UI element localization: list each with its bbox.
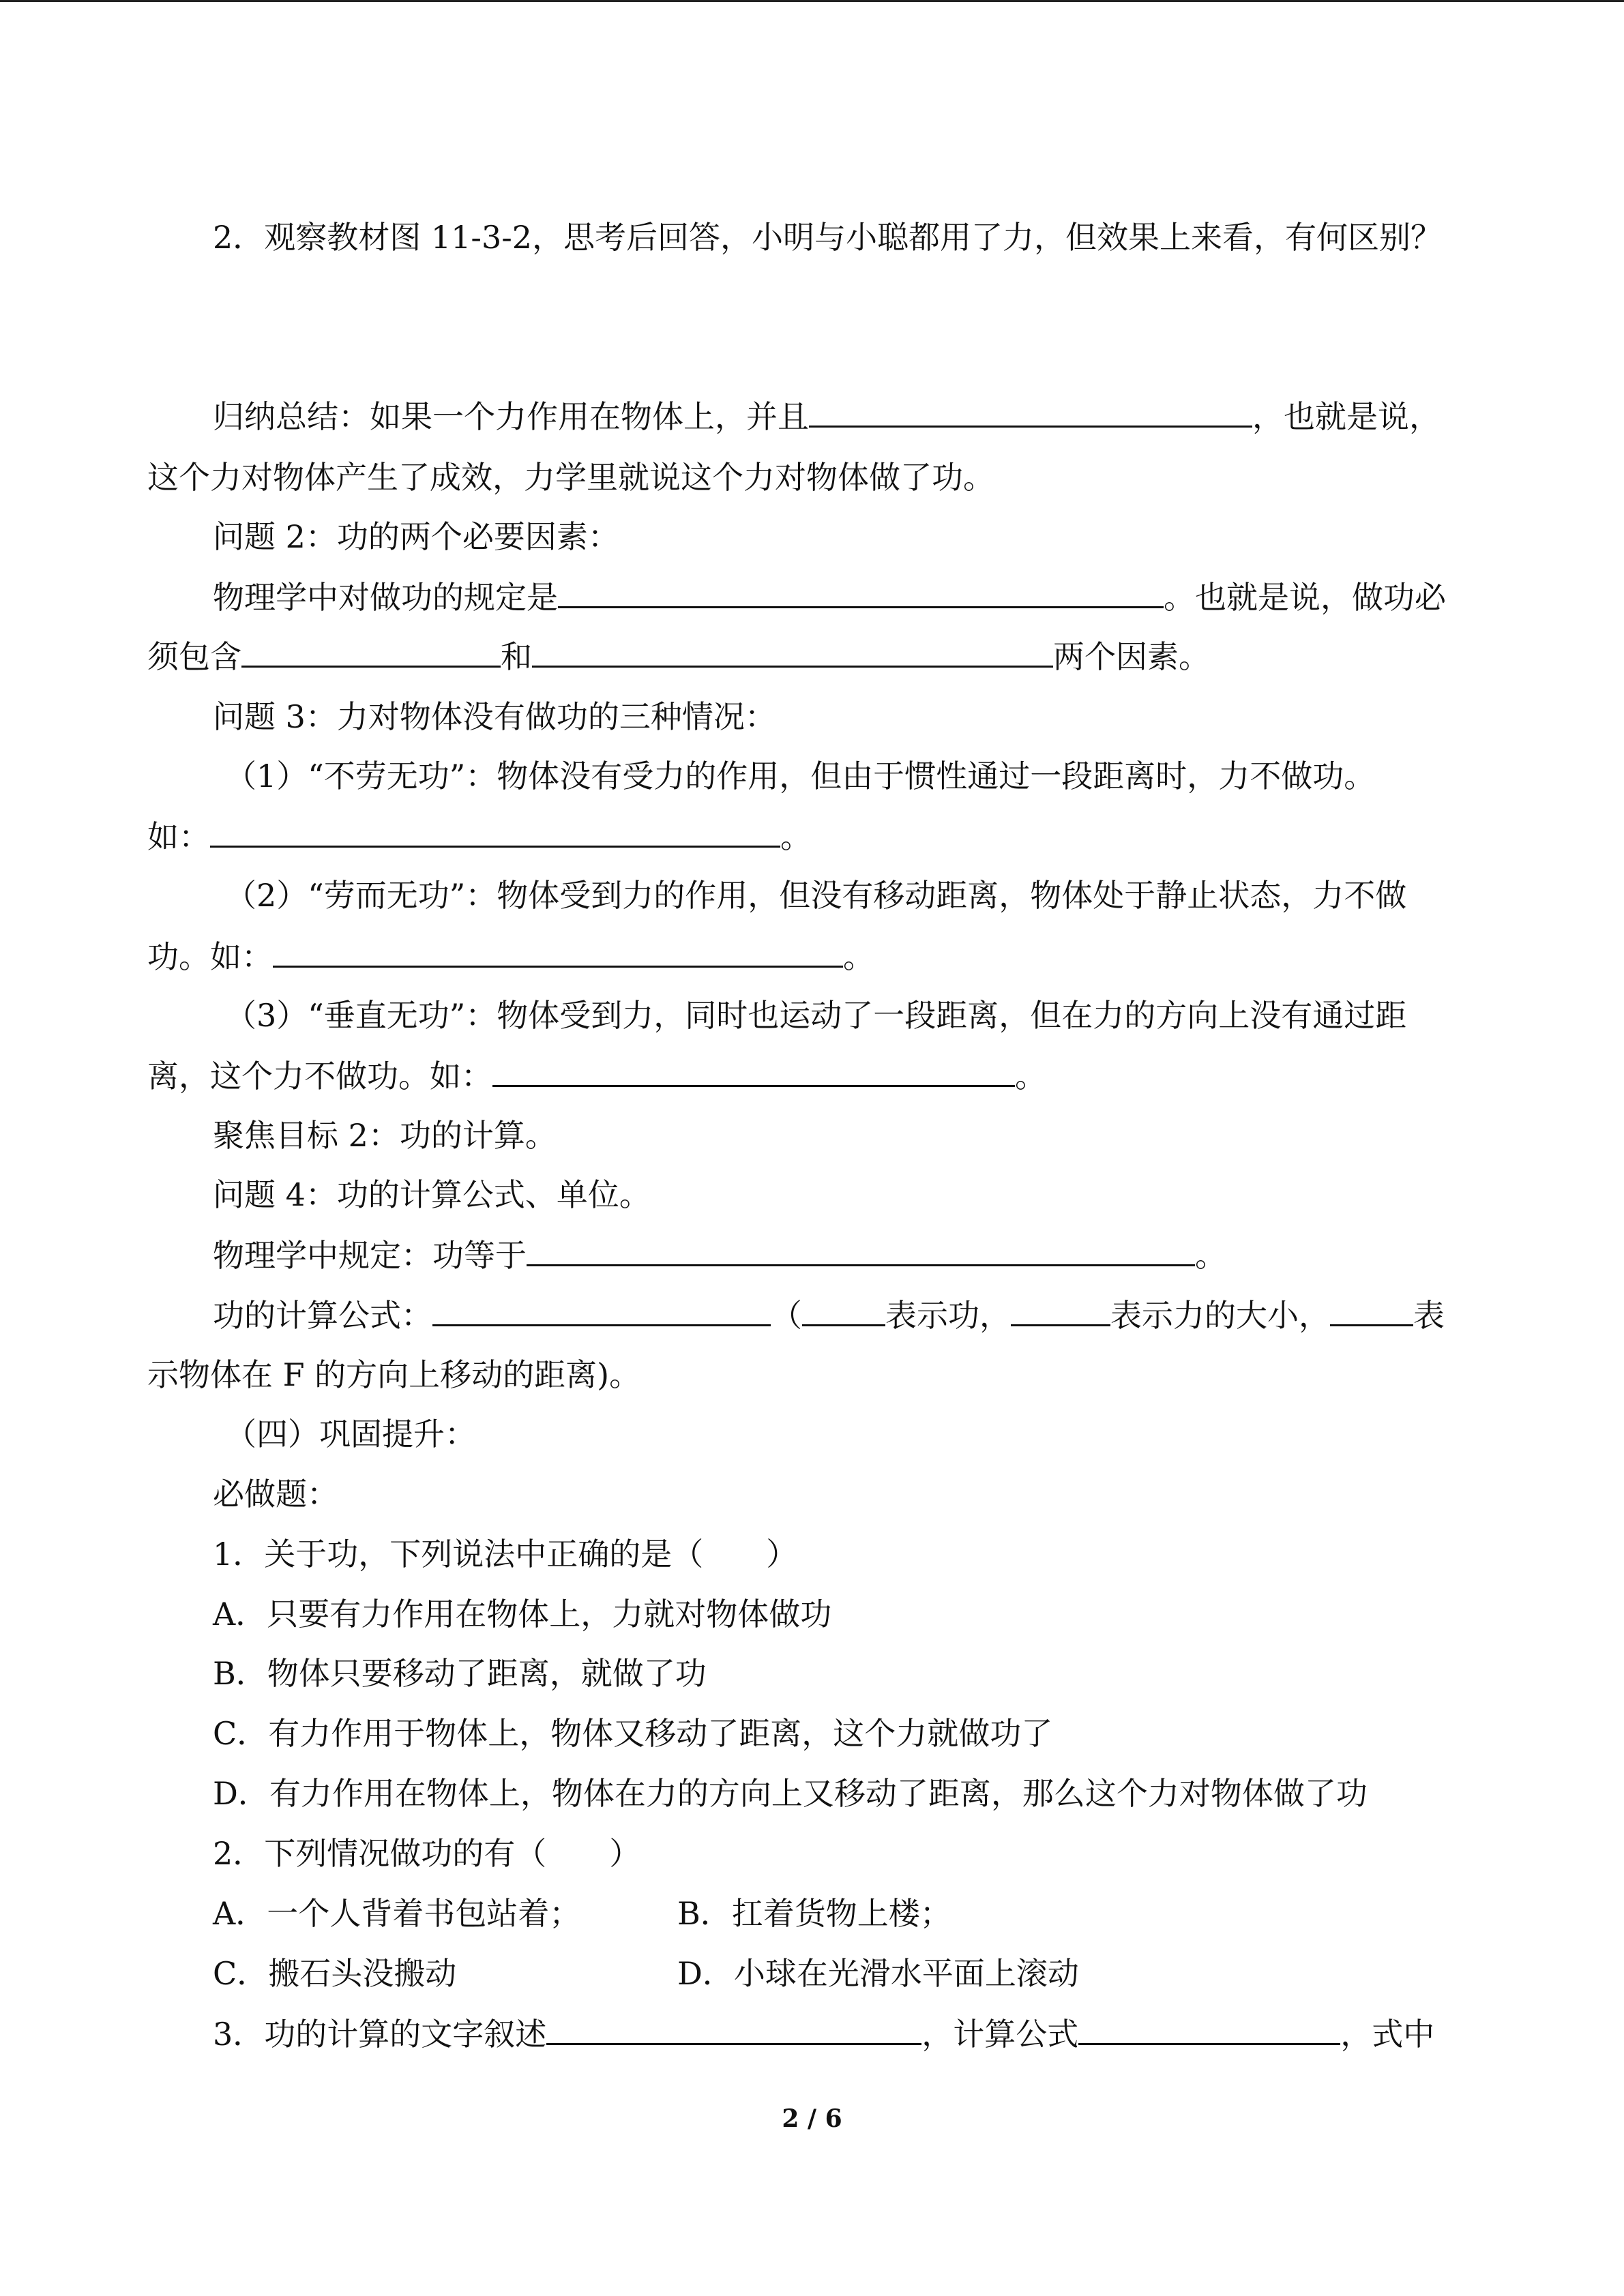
exercise-1-option-c: C．有力作用于物体上，物体又移动了距离，这个力就做功了: [213, 1715, 1053, 1752]
page-number: 2 / 6: [782, 2104, 842, 2133]
exercise-2: 2．下列情况做功的有（ ）: [213, 1835, 641, 1872]
case-2-blank[interactable]: [273, 936, 843, 968]
case-2-text: （2）“劳而无功”：物体受到力的作用，但没有移动距离，物体处于静止状态，力不做: [225, 877, 1407, 914]
formula-blank[interactable]: [432, 1294, 771, 1326]
summary-line-2: 这个力对物体产生了成效，力学里就说这个力对物体做了功。: [147, 459, 994, 496]
exercise-1-option-a: A．只要有力作用在物体上，力就对物体做功: [213, 1596, 832, 1632]
case-2-example: 功。如： 。: [147, 936, 874, 977]
exercise-2-option-b: B．扛着货物上楼；: [677, 1895, 951, 1932]
exercise-2-option-a: A．一个人背着书包站着；: [213, 1895, 581, 1932]
distance-symbol-blank[interactable]: [1330, 1294, 1413, 1326]
case-1-blank[interactable]: [210, 816, 780, 848]
question-2-observe: 2．观察教材图 11-3-2，思考后回答，小明与小聪都用了力，但效果上来看，有何区别？: [213, 219, 1443, 256]
top-border: [0, 0, 1624, 2]
summary-line-1: 归纳总结：如果一个力作用在物体上，并且 ，也就是说，: [213, 396, 1441, 437]
required-title: 必做题：: [213, 1476, 338, 1512]
rule-blank[interactable]: [558, 576, 1164, 608]
rule-line-1: 物理学中对做功的规定是 。也就是说，做功必: [213, 576, 1446, 618]
force-symbol-blank[interactable]: [1011, 1294, 1110, 1326]
work-symbol-blank[interactable]: [802, 1294, 885, 1326]
exercise-3-formula-blank[interactable]: [1078, 2013, 1340, 2045]
exercise-2-option-c: C．搬石头没搬动: [213, 1955, 457, 1992]
problem-2-title: 问题 2：功的两个必要因素：: [213, 518, 619, 555]
formula-line-2: 示物体在 F 的方向上移动的距离)。: [147, 1356, 641, 1393]
case-3-blank[interactable]: [492, 1055, 1015, 1087]
case-1-text: （1）“不劳无功”：物体没有受力的作用，但由于惯性通过一段距离时，力不做功。: [225, 758, 1376, 794]
rule-line-2: 须包含 和 两个因素。: [147, 636, 1210, 677]
exercise-1: 1．关于功，下列说法中正确的是（ ）: [213, 1536, 798, 1572]
section-4-title: （四）巩固提升：: [225, 1416, 476, 1452]
exercise-2-option-d: D．小球在光滑水平面上滚动: [677, 1955, 1079, 1992]
exercise-3: 3．功的计算的文字叙述 ，计算公式 ，式中: [213, 2013, 1434, 2055]
formula-line-1: 功的计算公式： （ 表示功， 表示力的大小， 表: [213, 1294, 1445, 1336]
exercise-1-option-b: B．物体只要移动了距离，就做了功: [213, 1655, 707, 1692]
summary-blank[interactable]: [809, 396, 1252, 428]
definition-blank[interactable]: [527, 1234, 1195, 1266]
case-3-example: 离，这个力不做功。如： 。: [147, 1055, 1046, 1097]
factor-1-blank[interactable]: [241, 636, 501, 668]
exercise-1-option-d: D．有力作用在物体上，物体在力的方向上又移动了距离，那么这个力对物体做了功: [213, 1775, 1368, 1812]
work-definition: 物理学中规定：功等于 。: [213, 1234, 1226, 1276]
problem-3-title: 问题 3：力对物体没有做功的三种情况：: [213, 698, 776, 735]
case-1-example: 如： 。: [147, 816, 812, 857]
factor-2-blank[interactable]: [532, 636, 1053, 668]
case-3-text: （3）“垂直无功”：物体受到力，同时也运动了一段距离，但在力的方向上没有通过距: [225, 997, 1407, 1034]
goal-2: 聚焦目标 2：功的计算。: [213, 1117, 557, 1154]
exercise-3-text-blank[interactable]: [546, 2013, 921, 2045]
problem-4-title: 问题 4：功的计算公式、单位。: [213, 1176, 651, 1213]
